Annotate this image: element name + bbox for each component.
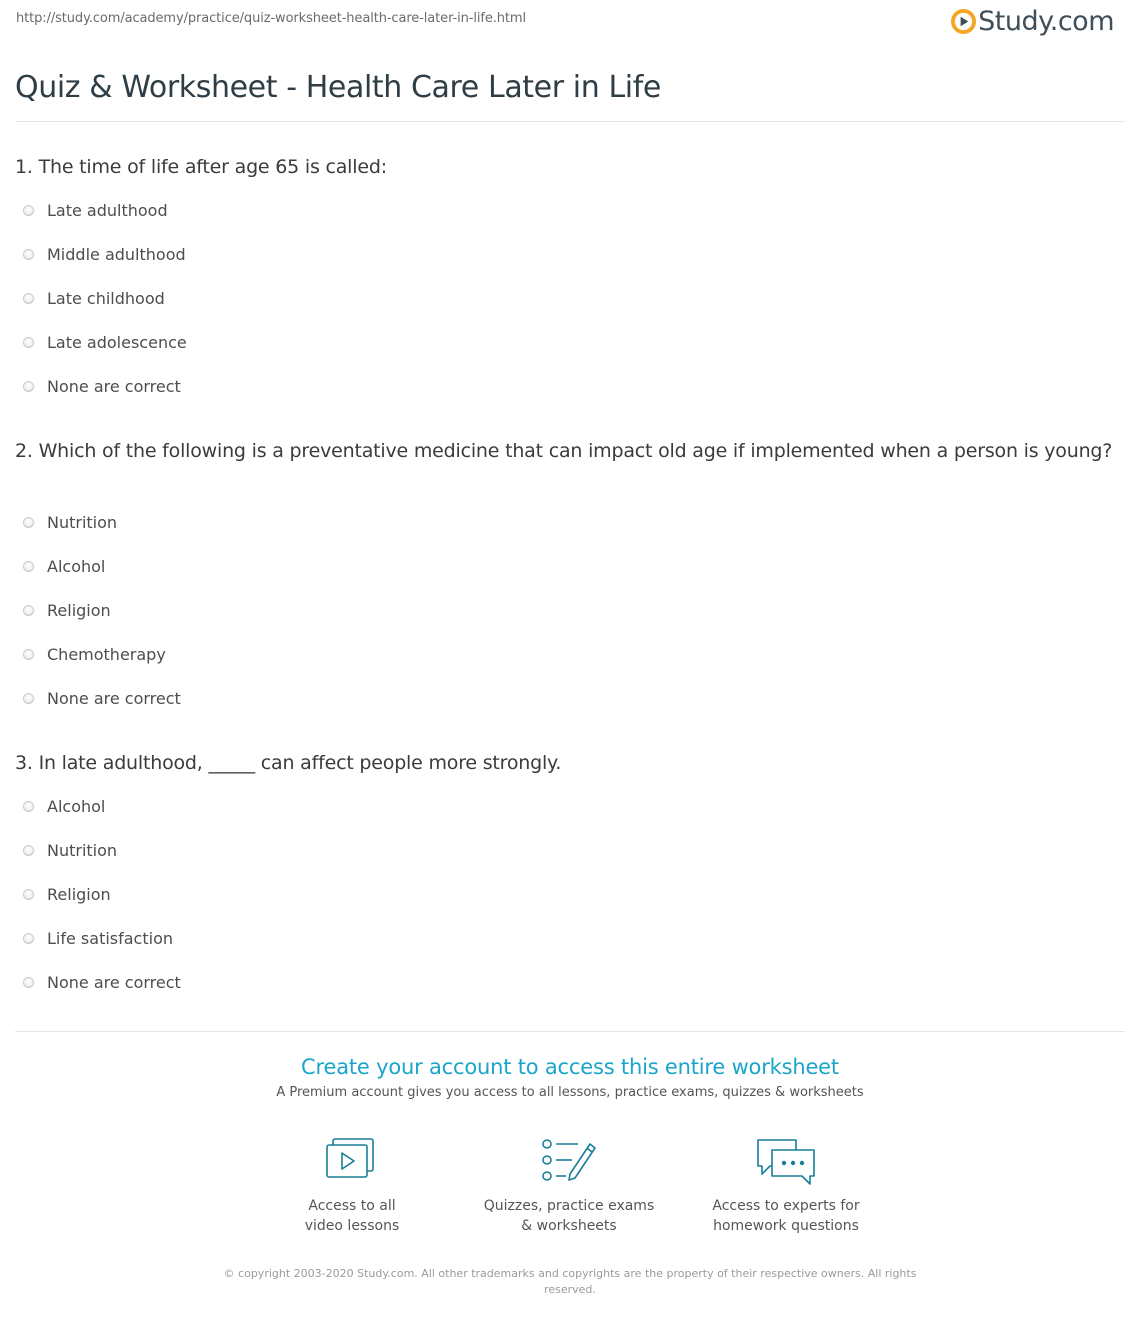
- radio-button[interactable]: [23, 605, 34, 616]
- feature-line: & worksheets: [521, 1218, 617, 1234]
- feature-label: [242, 1196, 462, 1236]
- video-lessons-icon: [324, 1136, 380, 1184]
- option-label: Religion: [47, 601, 111, 620]
- feature-experts: [676, 1136, 896, 1236]
- feature-label: [459, 1196, 679, 1236]
- feature-line: Access to all: [308, 1198, 396, 1214]
- radio-button[interactable]: [23, 845, 34, 856]
- radio-button[interactable]: [23, 649, 34, 660]
- logo-wordmark: Study.com: [978, 6, 1114, 37]
- option-label: Middle adulthood: [47, 245, 186, 264]
- option[interactable]: [23, 689, 181, 733]
- question-3-options: [23, 797, 181, 1017]
- copyright-notice: [210, 1266, 930, 1298]
- feature-line: Access to experts for: [712, 1198, 860, 1214]
- option[interactable]: [23, 797, 181, 841]
- question-3: 3. In late adulthood, _____ can affect people more strongly.: [15, 752, 562, 774]
- option[interactable]: [23, 929, 181, 973]
- option-label: Late adolescence: [47, 333, 187, 352]
- radio-button[interactable]: [23, 693, 34, 704]
- option[interactable]: [23, 377, 187, 421]
- question-1: 1. The time of life after age 65 is called:: [15, 156, 387, 178]
- option[interactable]: [23, 645, 181, 689]
- option-label: None are correct: [47, 377, 181, 396]
- question-2: 2. Which of the following is a preventative medicine that can impact old age if implemented when a person is young?: [15, 440, 1113, 462]
- feature-video-lessons: [242, 1136, 462, 1236]
- copyright-line: © copyright 2003-2020 Study.com. All other trademarks and copyrights are the property of their respective owners. All rights: [223, 1267, 917, 1280]
- option-label: Alcohol: [47, 557, 106, 576]
- cta-divider: [15, 1031, 1125, 1032]
- option[interactable]: [23, 513, 181, 557]
- option-label: None are correct: [47, 973, 181, 992]
- option[interactable]: [23, 333, 187, 377]
- option[interactable]: [23, 201, 187, 245]
- option-label: Religion: [47, 885, 111, 904]
- radio-button[interactable]: [23, 517, 34, 528]
- study-logo[interactable]: [951, 6, 1114, 37]
- option-label: Late childhood: [47, 289, 165, 308]
- option-label: Nutrition: [47, 841, 118, 860]
- option-label: None are correct: [47, 689, 181, 708]
- create-account-link[interactable]: Create your account to access this entire worksheet: [301, 1055, 839, 1079]
- question-2-options: [23, 513, 181, 733]
- play-logo-icon: [951, 9, 976, 34]
- copyright-line: reserved.: [544, 1283, 596, 1296]
- radio-button[interactable]: [23, 337, 34, 348]
- feature-line: Quizzes, practice exams: [483, 1198, 655, 1214]
- option[interactable]: [23, 289, 187, 333]
- radio-button[interactable]: [23, 889, 34, 900]
- title-divider: [15, 121, 1125, 122]
- option-label: Alcohol: [47, 797, 106, 816]
- question-1-options: [23, 201, 187, 421]
- page-url: http://study.com/academy/practice/quiz-worksheet-health-care-later-in-life.html: [16, 11, 526, 26]
- feature-line: homework questions: [713, 1218, 859, 1234]
- radio-button[interactable]: [23, 801, 34, 812]
- option-label: Life satisfaction: [47, 929, 173, 948]
- option-label: Nutrition: [47, 513, 118, 532]
- option[interactable]: [23, 973, 181, 1017]
- feature-line: video lessons: [304, 1218, 400, 1234]
- radio-button[interactable]: [23, 381, 34, 392]
- feature-label: [676, 1196, 896, 1236]
- option[interactable]: [23, 841, 181, 885]
- quiz-list-icon: [540, 1136, 598, 1184]
- radio-button[interactable]: [23, 561, 34, 572]
- option[interactable]: [23, 885, 181, 929]
- option[interactable]: [23, 557, 181, 601]
- radio-button[interactable]: [23, 205, 34, 216]
- option[interactable]: [23, 245, 187, 289]
- option[interactable]: [23, 601, 181, 645]
- radio-button[interactable]: [23, 933, 34, 944]
- page-title: Quiz & Worksheet - Health Care Later in Life: [15, 70, 661, 105]
- chat-bubbles-icon: [754, 1136, 818, 1186]
- feature-quizzes: [459, 1136, 679, 1236]
- radio-button[interactable]: [23, 977, 34, 988]
- option-label: Late adulthood: [47, 201, 168, 220]
- cta-subtitle: A Premium account gives you access to all lessons, practice exams, quizzes & worksheets: [276, 1085, 864, 1100]
- radio-button[interactable]: [23, 293, 34, 304]
- radio-button[interactable]: [23, 249, 34, 260]
- option-label: Chemotherapy: [47, 645, 166, 664]
